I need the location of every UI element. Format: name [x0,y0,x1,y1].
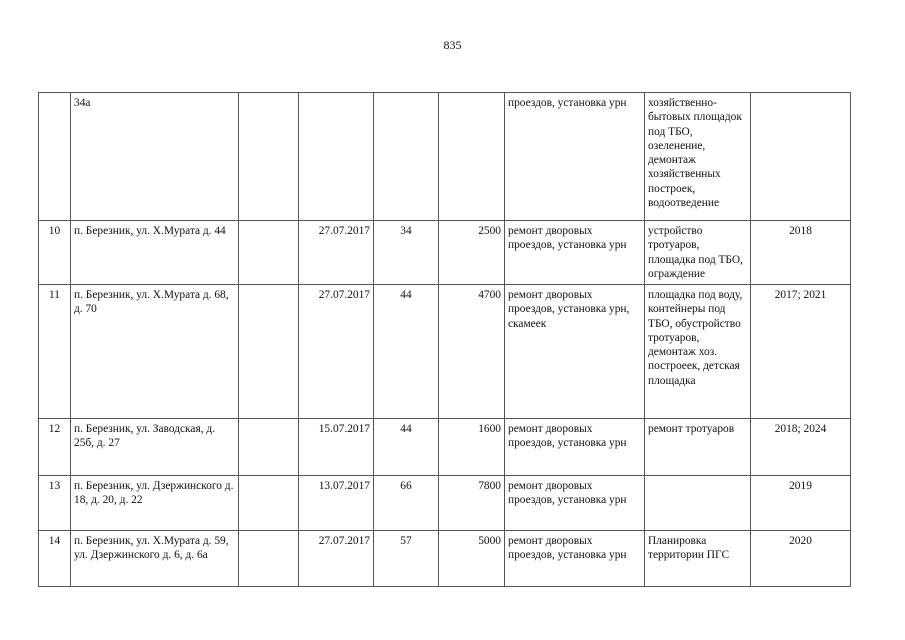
cell-empty [239,93,299,221]
cell-count: 34 [374,221,439,285]
cell-number [39,93,71,221]
table-row [39,419,851,476]
cell-date [299,93,374,221]
cell-area: 4700 [439,285,505,419]
cell-count [374,93,439,221]
table-row [39,476,851,531]
cell-number: 14 [39,531,71,587]
cell-empty [239,476,299,531]
table-row [39,531,851,587]
cell-year: 2020 [751,531,851,587]
cell-date: 27.07.2017 [299,531,374,587]
cell-date: 15.07.2017 [299,419,374,476]
table-body [39,93,851,587]
cell-empty [239,221,299,285]
cell-date: 13.07.2017 [299,476,374,531]
cell-address: п. Березник, ул. Х.Мурата д. 68, д. 70 [71,285,239,419]
cell-works: ремонт дворовых проездов, установка урн [505,419,645,476]
cell-empty [239,285,299,419]
cell-date: 27.07.2017 [299,221,374,285]
cell-works: ремонт дворовых проездов, установка урн, скамеек [505,285,645,419]
cell-count: 57 [374,531,439,587]
cell-year: 2017; 2021 [751,285,851,419]
cell-date: 27.07.2017 [299,285,374,419]
cell-extra-works: площадка под воду, контейнеры под ТБО, обустройство тротуаров, демонтаж хоз. построеек, детская площадка [645,285,751,419]
cell-count: 44 [374,285,439,419]
cell-empty [239,531,299,587]
cell-address: п. Березник, ул. Дзержинского д. 18, д. 20, д. 22 [71,476,239,531]
cell-area [439,93,505,221]
cell-extra-works [645,476,751,531]
page-number: 835 [443,38,462,52]
cell-address: п. Березник, ул. Заводская, д. 25б, д. 27 [71,419,239,476]
cell-works: проездов, установка урн [505,93,645,221]
cell-number: 12 [39,419,71,476]
cell-count: 66 [374,476,439,531]
table-row [39,285,851,419]
cell-extra-works: Планировка территории ПГС [645,531,751,587]
cell-count: 44 [374,419,439,476]
cell-number: 13 [39,476,71,531]
improvement-table [38,92,851,587]
cell-works: ремонт дворовых проездов, установка урн [505,221,645,285]
cell-area: 1600 [439,419,505,476]
table-row [39,93,851,221]
cell-extra-works: хозяйственно-бытовых площадок под ТБО, озеленение, демонтаж хозяйственных построек, водоотведение [645,93,751,221]
cell-works: ремонт дворовых проездов, установка урн [505,476,645,531]
cell-area: 5000 [439,531,505,587]
cell-year [751,93,851,221]
cell-area: 2500 [439,221,505,285]
cell-address: п. Березник, ул. Х.Мурата д. 59, ул. Дзержинского д. 6, д. 6а [71,531,239,587]
cell-number: 10 [39,221,71,285]
cell-year: 2018 [751,221,851,285]
cell-area: 7800 [439,476,505,531]
cell-works: ремонт дворовых проездов, установка урн [505,531,645,587]
cell-year: 2018; 2024 [751,419,851,476]
cell-year: 2019 [751,476,851,531]
table-row [39,221,851,285]
cell-extra-works: ремонт тротуаров [645,419,751,476]
cell-number: 11 [39,285,71,419]
cell-extra-works: устройство тротуаров, площадка под ТБО, ограждение [645,221,751,285]
cell-address: п. Березник, ул. Х.Мурата д. 44 [71,221,239,285]
cell-empty [239,419,299,476]
cell-address: 34а [71,93,239,221]
